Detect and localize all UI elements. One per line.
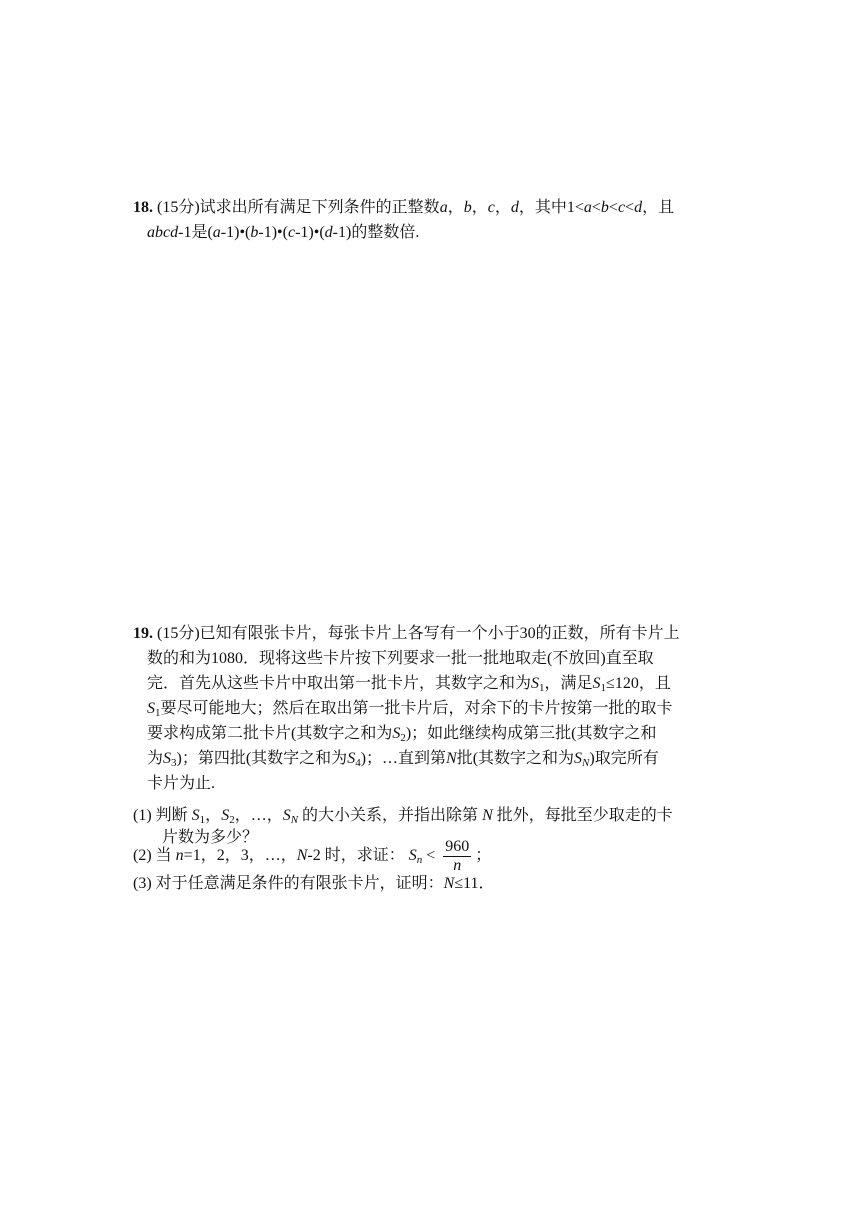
problem-text: 卡片为止. [147, 775, 216, 792]
problem-text: 要尽可能地大；然后在取出第一批卡片后，对余下的卡片按第一批的取卡 [160, 700, 673, 717]
problem-18-line-2: abcd-1是(a-1)•(b-1)•(c-1)•(d-1)的整数倍. [147, 224, 420, 241]
fraction [443, 838, 471, 875]
sub-question-2: (2) 当 n=1，2，3，…，N-2 时，求证： $S_n$ < $\frac{960}{n}$ ； [133, 837, 492, 874]
problem-19-line-7 [147, 772, 215, 796]
sub-question-label: (2) [133, 847, 152, 864]
problem-19-line-1 [133, 622, 680, 646]
sub-question-text: 当 [155, 847, 172, 864]
sub-question-1-line-1: (1) 判断 $S_1$，$S_2$，…，$S_N$ 的大小关系，并指出除第 N 批外，每批至少取走的卡 [133, 807, 673, 826]
problem-19-line-5: 要求构成第二批卡片(其数字之和为$S_2$)；如此继续构成第三批(其数字之和 [147, 725, 657, 744]
sub-question-3: (3) 对于任意满足条件的有限张卡片，证明：N≤11． [133, 875, 495, 892]
problem-text: 的整数倍. [351, 224, 420, 241]
problem-number: 18. [133, 199, 153, 216]
problem-19-line-6: 为$S_3$)；第四批(其数字之和为$S_4$)；…直到第N批(其数字之和为$S_N$)取完所有 [147, 750, 659, 769]
problem-text: 为 [147, 750, 164, 767]
problem-19-line-2 [147, 647, 654, 671]
problem-text: 完．首先从这些卡片中取出第一批卡片，其数字之和为 [147, 675, 532, 692]
problem-text: 要求构成第二批卡片(其数字之和为 [147, 725, 393, 742]
problem-text: 数的和为1080．现将这些卡片按下列要求一批一批地取走(不放回)直至取 [147, 650, 654, 667]
sub-question-1-line-2: 片数为多少？ [162, 829, 259, 846]
problem-text: 已知有限张卡片，每张卡片上各写有一个小于30的正数，所有卡片上 [199, 625, 680, 642]
problem-18-line-1: 18. (15分)试求出所有满足下列条件的正整数a，b，c，d，其中1<a<b<c<d，且 [133, 199, 675, 216]
problem-points: (15分) [157, 199, 200, 216]
fraction-numerator: 960 [445, 837, 470, 855]
problem-number: 19. [133, 625, 153, 642]
problem-text: ，且 [642, 199, 675, 216]
problem-text: 试求出所有满足下列条件的正整数 [199, 199, 440, 216]
sub-question-text: 判断 [155, 807, 188, 824]
problem-19-line-3: 完．首先从这些卡片中取出第一批卡片，其数字之和为$S_1$，满足$S_1\le 120$，且 [147, 675, 671, 694]
sub-question-text: 对于任意满足条件的有限张卡片，证明： [155, 875, 444, 892]
problem-19-line-4: $S_1$要尽可能地大；然后在取出第一批卡片后，对余下的卡片按第一批的取卡 [147, 700, 673, 719]
sub-question-label: (1) [133, 807, 152, 824]
sub-question-label: (3) [133, 875, 152, 892]
fraction-denominator: n [453, 856, 462, 874]
problem-points: (15分) [157, 625, 200, 642]
